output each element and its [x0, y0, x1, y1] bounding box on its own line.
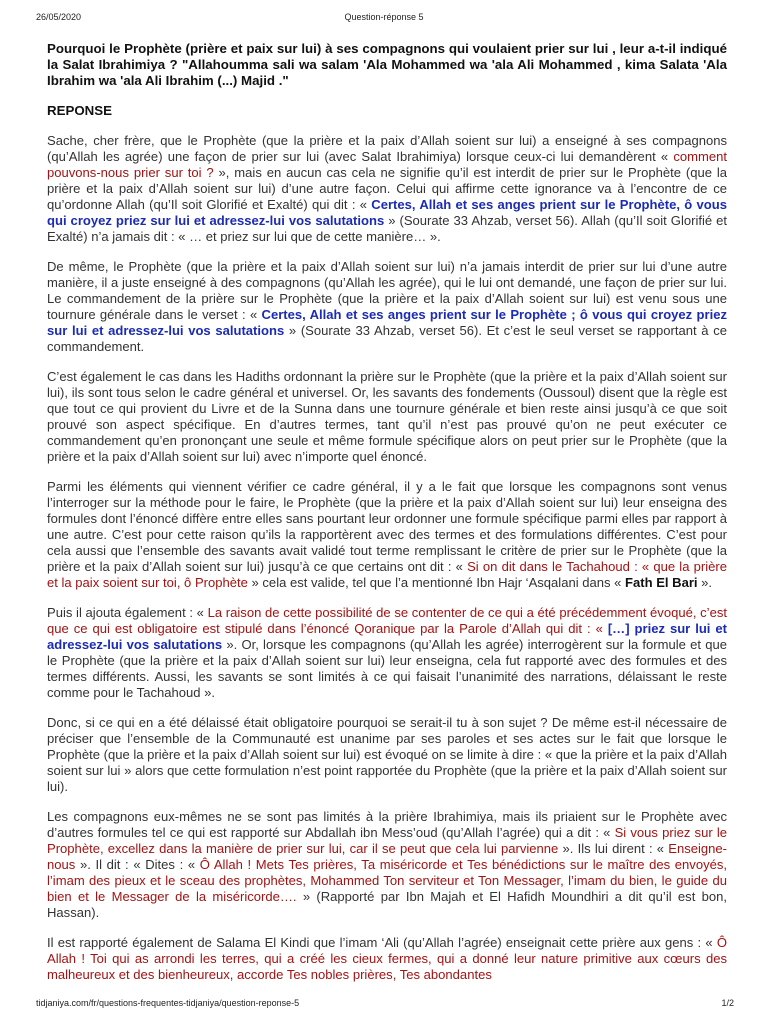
paragraph-7 [47, 809, 727, 921]
paragraph-4 [47, 479, 727, 591]
print-title: Question-réponse 5 [344, 12, 424, 22]
article-body [47, 41, 727, 997]
text: De même, le Prophète (que la prière et la paix d’Allah soient sur lui) n’a jamais interdit de prier sur lui d’une autre manière, il a juste enseigné à des compagnons (qu’Allah les agrée), qui le lui ont demandé, une façon de prier sur lui. Le commandement de la prière sur le Prophète (que la prière et la paix d’Allah soient sur lui) est venu sous une tournure générale dans le verset : « [47, 259, 727, 322]
text: » (Sourate 33 Ahzab, verset 56). Allah (qu’Il soit Glorifié et Exalté) n’a jamais dit : « … et priez sur lui que de cette manière… ». [47, 213, 728, 244]
text: C’est également le cas dans les Hadiths ordonnant la prière sur le Prophète (que la prière et la paix d’Allah soient sur lui), ils sont tous selon le cadre général et universel. Or, les savants des fondements (Oussoul) disent que la règle est que tout ce qui provient du Livre et de la Sunna dans une tournure générale et bien reste ainsi jusqu’à ce que soit prouvé son aspect spécifique. En d’autres termes, tant qu’il n’est pas prouvé qu’on ne peut exécuter ce commandement qu’en prononçant une seule et même formule spécifique alors on peut prier sur le Prophète (que la prière et la paix d’Allah soient sur lui) avec n’importe quel énoncé. [47, 369, 727, 464]
text: ». Il dit : « Dites : « [75, 857, 200, 872]
quran-verse: Certes, Allah et ses anges prient sur le Prophète ; ô vous qui croyez priez sur lui et adressez-lui vos salutations [47, 307, 727, 338]
quote-red: Si on dit dans le Tachahoud : « que la prière et la paix soient sur toi, ô Prophète [47, 559, 727, 590]
text: Donc, si ce qui en a été délaissé était obligatoire pourquoi se serait-il tu à son sujet ? De même est-il nécessaire de préciser que l’ensemble de la Communauté est unanime par ses paroles et ses actes sur le fait que lorsque le Prophète (que la prière et la paix d’Allah soient sur lui) est évoqué on se limite à dire : « que la prière et la paix d’Allah soient sur lui » alors que cette formulation n’est point rapportée du Prophète (que la prière et la paix d’Allah soient sur lui). [47, 715, 727, 794]
paragraph-6 [47, 715, 727, 795]
quran-verse: […] priez sur lui et adressez-lui vos salutations [47, 621, 727, 652]
quote-red: Ô Allah ! Mets Tes prières, Ta miséricorde et Tes bénédictions sur le maître des envoyés, l’imam des pieux et le sceau des prophètes, Mohammed Ton serviteur et Ton Messager, l’imam du bien, le guide du bien et le Messager de la miséricorde…. [47, 857, 728, 904]
paragraph-3 [47, 369, 727, 465]
print-date: 26/05/2020 [36, 12, 82, 22]
text: ». Or, lorsque les compagnons (qu’Allah les agrée) interrogèrent sur la formule et que le Prophète (que la prière et la paix d’Allah soient sur lui) leur enseigna, cela fut rapporté avec des formules et des termes différents. Aussi, les savants se sont limités à ce qui faisait l’unanimité des narrations, délaissant le reste comme pour le Tachahoud ». [47, 637, 727, 700]
paragraph-2 [47, 259, 727, 355]
text: Parmi les éléments qui viennent vérifier ce cadre général, il y a le fait que lorsque les compagnons sont venus l’interroger sur la méthode pour le faire, le Prophète (que la prière et la paix d’Allah soient sur lui) leur enseigna des formules dont l’énoncé diffère entre elles sans pourtant leur ordonner une formule spécifique parmi elles par rapport à une autre. C’est pour cette raison qu’ils la rapportèrent avec des termes et des formulations différentes. C’est pour cela aussi que l’ensemble des savants avait validé tout terme remplissant le critère de prier sur le Prophète (que la prière et la paix d’Allah soient sur lui) jusqu’à ce que certains ont dit : « [47, 479, 727, 574]
print-url: tidjaniya.com/fr/questions-frequentes-tidjaniya/question-reponse-5 [36, 998, 300, 1008]
quote-red: Enseigne-nous [47, 841, 728, 872]
text: Les compagnons eux-mêmes ne se sont pas limités à la prière Ibrahimiya, mais ils priaient sur le Prophète avec d’autres formules tel ce qui est rapporté sur Abdallah ibn Mess’oud (qu’Allah l’agrée) qui a dit : « [47, 809, 727, 840]
text: », mais en aucun cas cela ne signifie qu’il est interdit de prier sur le Prophète (que la prière et la paix d’Allah soient sur lui) d’une autre façon. Celui qui affirme cette ignorance va à l’encontre de ce qu’ordonne Allah (qu’Il soit Glorifié et Exalté) qui dit : « [47, 165, 727, 212]
paragraph-8 [47, 935, 727, 983]
text: Sache, cher frère, que le Prophète (que la prière et la paix d’Allah soient sur lui) a enseigné à ses compagnons (qu’Allah les agrée) une façon de prier sur lui (avec Salat Ibrahimiya) lorsque ceux-ci lui demandèrent « [47, 133, 727, 164]
text: » (Sourate 33 Ahzab, verset 56). Et c’est le seul verset se rapportant à ce commandement. [47, 323, 728, 354]
text: Il est rapporté également de Salama El Kindi que l’imam ‘Ali (qu’Allah l’agrée) enseignait cette prière aux gens : « [47, 935, 717, 950]
quote-red: Si vous priez sur le Prophète, excellez dans la manière de prier sur lui, car il se peut que cela lui parvienne [47, 825, 728, 856]
text: ». [697, 575, 713, 590]
text: » (Rapporté par Ibn Majah et El Hafidh Moundhiri a dit qu’il est bon, Hassan). [47, 889, 728, 920]
text: » cela est valide, tel que l’a mentionné Ibn Hajr ‘Asqalani dans « [247, 575, 626, 590]
quote-red: comment pouvons-nous prier sur toi ? [47, 149, 727, 180]
quote-red: Ô Allah ! Toi qui as arrondi les terres, qui a créé les cieux fermes, qui a donné leur nature primitive aux cœurs des malheureux et des bienheureux, accorde Tes nobles prières, Tes abondantes [47, 935, 727, 982]
paragraph-1 [47, 133, 727, 245]
question-heading: Pourquoi le Prophète (prière et paix sur lui) à ses compagnons qui voulaient prier sur lui , leur a-t-il indiqué la Salat Ibrahimiya ? "Allahoumma sali wa salam 'Ala Mohammed wa 'ala Ali Mohammed , kima Salata 'Ala Ibrahim wa 'ala Ali Ibrahim (...) Majid ." [47, 41, 727, 88]
quran-verse: Certes, Allah et ses anges prient sur le Prophète, ô vous qui croyez priez sur lui et adressez-lui vos salutations [47, 197, 727, 228]
paragraph-5 [47, 605, 727, 701]
text: Puis il ajouta également : « [47, 605, 208, 620]
quote-red: La raison de cette possibilité de se contenter de ce qui a été précédemment évoqué, c’est que ce qui est obligatoire est stipulé dans l’énoncé Qoranique par la Parole d’Allah qui dit : « [47, 605, 727, 636]
reponse-heading: REPONSE [47, 103, 113, 118]
book-title: Fath El Bari [625, 575, 698, 590]
page-number: 1/2 [721, 998, 734, 1008]
text: ». Ils lui dirent : « [558, 841, 669, 856]
